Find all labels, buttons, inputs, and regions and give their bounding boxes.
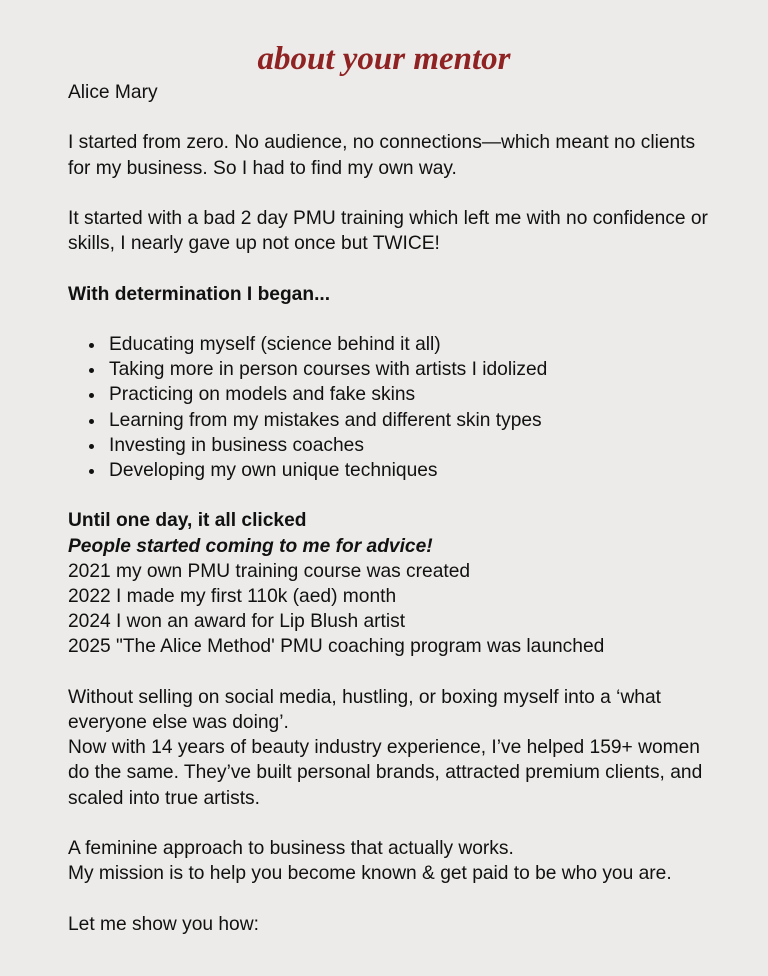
list-item: Developing my own unique techniques (109, 458, 708, 483)
closing-line: Let me show you how: (68, 913, 259, 935)
spacer (68, 660, 708, 685)
spacer (68, 105, 708, 130)
spacer (68, 886, 708, 911)
mentor-section (68, 38, 708, 937)
spacer (68, 256, 708, 281)
spacer (68, 181, 708, 206)
spacer (68, 483, 708, 508)
list-item: Learning from my mistakes and different skin types (109, 408, 708, 433)
mentor-name: Alice Mary (68, 82, 158, 103)
intro-paragraph-1: I started from zero. No audience, no connections—which meant no clients for my business. So I had to find my own way. (68, 132, 696, 179)
determination-heading: With determination I began... (68, 283, 331, 305)
list-item: Taking more in person courses with artists I idolized (109, 357, 708, 382)
approach-line: A feminine approach to business that actually works. (68, 837, 514, 859)
list-item: Practicing on models and fake skins (109, 382, 708, 407)
spacer (68, 307, 708, 332)
milestone-2022: 2022 I made my first 110k (aed) month (68, 585, 397, 607)
clicked-heading: Until one day, it all clicked (68, 510, 307, 532)
mission-paragraph: My mission is to help you become known & get paid to be who you are. (68, 863, 672, 885)
intro-paragraph-2: It started with a bad 2 day PMU training which left me with no confidence or skills, I nearly gave up not once but TWICE! (68, 207, 708, 255)
milestone-2025: 2025 "The Alice Method' PMU coaching program was launched (68, 636, 605, 658)
steps-list (68, 332, 708, 483)
milestone-2024: 2024 I won an award for Lip Blush artist (68, 611, 406, 633)
without-selling-paragraph: Without selling on social media, hustling, or boxing myself into a ‘what everyone else was doing’. (68, 686, 661, 733)
milestone-2021: 2021 my own PMU training course was created (68, 560, 471, 582)
experience-paragraph: Now with 14 years of beauty industry experience, I’ve helped 159+ women do the same. They’ve built personal brands, attracted premium clients, and scaled into true artists. (68, 737, 703, 809)
list-item: Investing in business coaches (109, 433, 708, 458)
list-item: Educating myself (science behind it all) (109, 332, 708, 357)
advice-line: People started coming to me for advice! (68, 535, 433, 557)
section-title: about your mentor (257, 41, 511, 77)
spacer (68, 811, 708, 836)
